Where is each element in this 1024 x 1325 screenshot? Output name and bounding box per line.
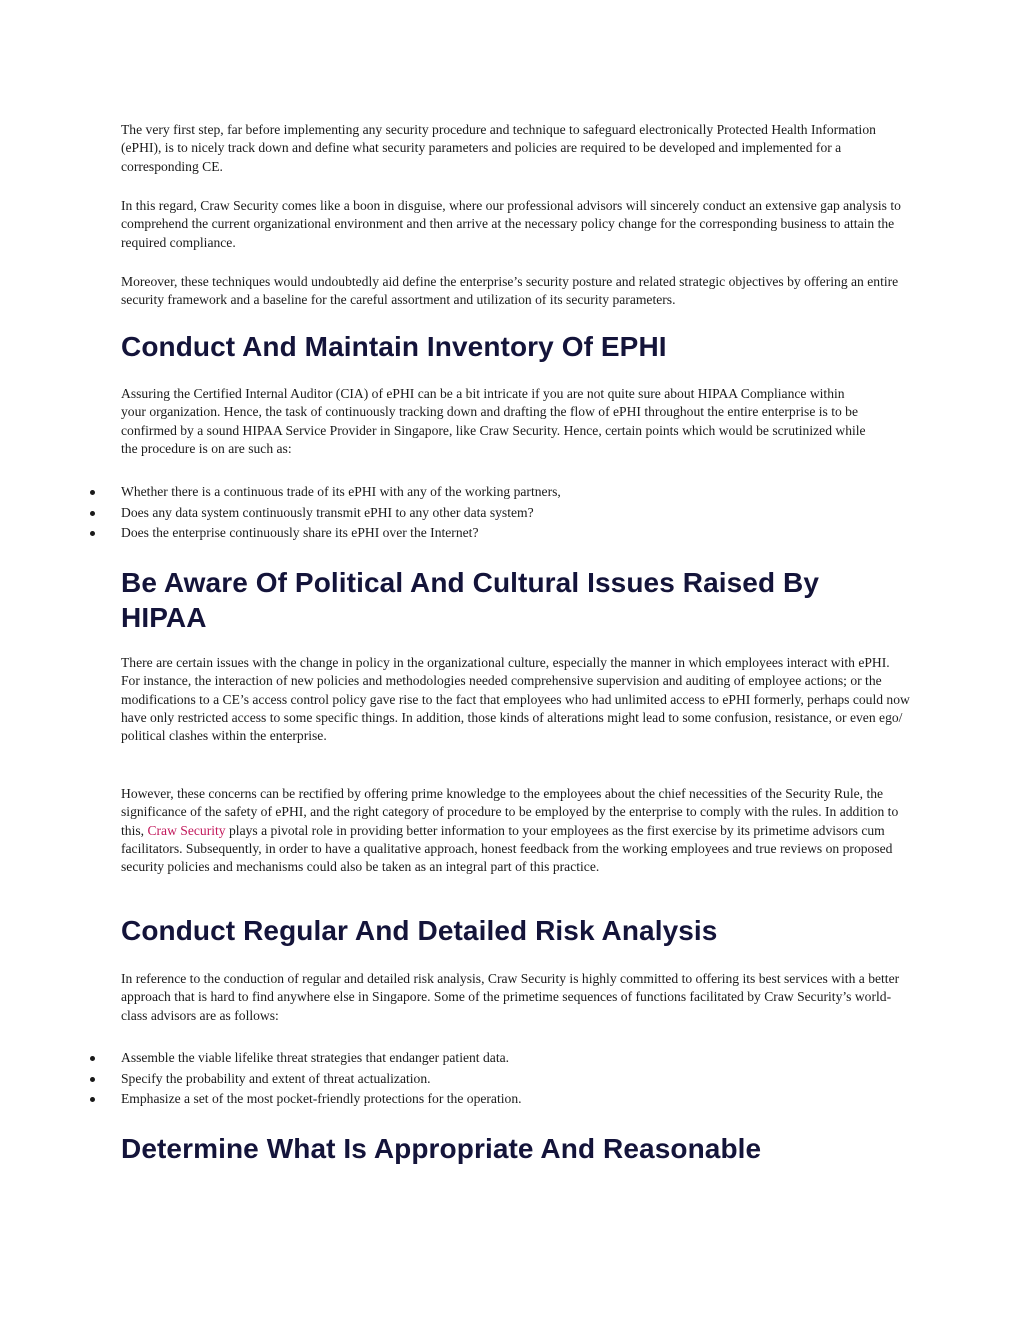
bullet-list-risk [0,1048,1024,1110]
paragraph-cia [121,385,871,458]
list-item [0,1089,1024,1110]
bullet-list-inventory [0,482,1024,544]
paragraph-text-segment: However, these concerns can be rectified by offering prime knowledge to the employees about the chief necessities of the Security Rule, the significance of the safety of ePHI, and the right category of procedure to be employed by the enterprise to comply with the rules. In addition to this, [121,786,899,838]
heading-text: Conduct And Maintain Inventory Of EPHI [121,331,667,362]
list-item-text: Does any data system continuously transmit ePHI to any other data system? [121,504,534,520]
paragraph-text: There are certain issues with the change in policy in the organizational culture, especially the manner in which employees interact with ePHI. For instance, the interaction of new policies and methodologies needed comprehensive supervision and auditing of employee actions; or the modifications to a CE’s access control policy gave rise to the fact that employees who had unlimited access to ePHI formerly, perhaps could now have only restricted access to some specific things. In addition, those kinds of alterations might lead to some confusion, resistance, or even ego/ political clashes within the enterprise. [121,655,910,744]
bullet-icon [90,1077,95,1082]
list-item-text: Whether there is a continuous trade of its ePHI with any of the working partners, [121,484,561,499]
heading-text: Determine What Is Appropriate And Reasonable [121,1133,762,1164]
paragraph-concerns [121,785,911,876]
list-item [0,482,1024,503]
heading-text: Be Aware Of Political And Cultural Issues Raised By HIPAA [121,567,820,633]
list-item [0,503,1024,524]
paragraph-text: In reference to the conduction of regular and detailed risk analysis, Craw Security is highly committed to offering its best services with a better approach that is hard to find anywhere else in Singapore. Some of the primetime sequences of functions facilitated by Craw Security’s world-class advisors are as follows: [121,971,900,1023]
list-item-text: Does the enterprise continuously share its ePHI over the Internet? [121,525,479,540]
list-item-text: Assemble the viable lifelike threat strategies that endanger patient data. [121,1050,510,1065]
paragraph-text: In this regard, Craw Security comes like a boon in disguise, where our professional advisors will sincerely conduct an extensive gap analysis to comprehend the current organizational environment and then arrive at the necessary policy change for the corresponding business to attain the required compliance. [121,198,901,250]
section-heading-inventory [121,329,911,364]
craw-security-link[interactable]: Craw Security [147,822,226,838]
list-item [0,1069,1024,1090]
section-heading-political [121,565,881,635]
paragraph-text: Moreover, these techniques would undoubtedly aid define the enterprise’s security posture and related strategic objectives by offering an entire security framework and a baseline for the careful assortment and utilization of its security parameters. [121,274,899,308]
bullet-icon [90,1056,95,1061]
list-item [0,523,1024,544]
heading-text: Conduct Regular And Detailed Risk Analysis [121,915,718,946]
section-heading-appropriate [121,1131,911,1166]
paragraph-culture-issues [121,654,911,745]
bullet-icon [90,1097,95,1102]
paragraph-text-segment: plays a pivotal role in providing better information to your employees as the first exercise by its primetime advisors cum facilitators. Subsequently, in order to have a qualitative approach, honest feedback from the working employees and true reviews on proposed security policies and mechanisms could also be taken as an integral part of this practice. [121,822,893,875]
bullet-icon [90,490,95,495]
list-item-text: Emphasize a set of the most pocket-friendly protections for the operation. [121,1091,522,1106]
bullet-icon [90,511,95,516]
list-item-text: Specify the probability and extent of threat actualization. [121,1070,431,1086]
paragraph-intro [121,121,911,176]
section-heading-risk [121,913,911,948]
list-item [0,1048,1024,1069]
paragraph-risk-analysis [121,970,911,1025]
paragraph-text: The very first step, far before implementing any security procedure and technique to safeguard electronically Protected Health Information (ePHI), is to nicely track down and define what security parameters and policies are required to be developed and implemented for a corresponding CE. [121,122,876,174]
paragraph-text [121,785,911,876]
bullet-icon [90,531,95,536]
paragraph-techniques [121,273,921,310]
paragraph-text: Assuring the Certified Internal Auditor (CIA) of ePHI can be a bit intricate if you are not quite sure about HIPAA Compliance within your organization. Hence, the task of continuously tracking down and drafting the flow of ePHI throughout the entire enterprise is to be confirmed by a sound HIPAA Service Provider in Singapore, like Craw Security. Hence, certain points which would be scrutinized while the procedure is on are such as: [121,386,866,456]
paragraph-craw-boon [121,197,911,252]
